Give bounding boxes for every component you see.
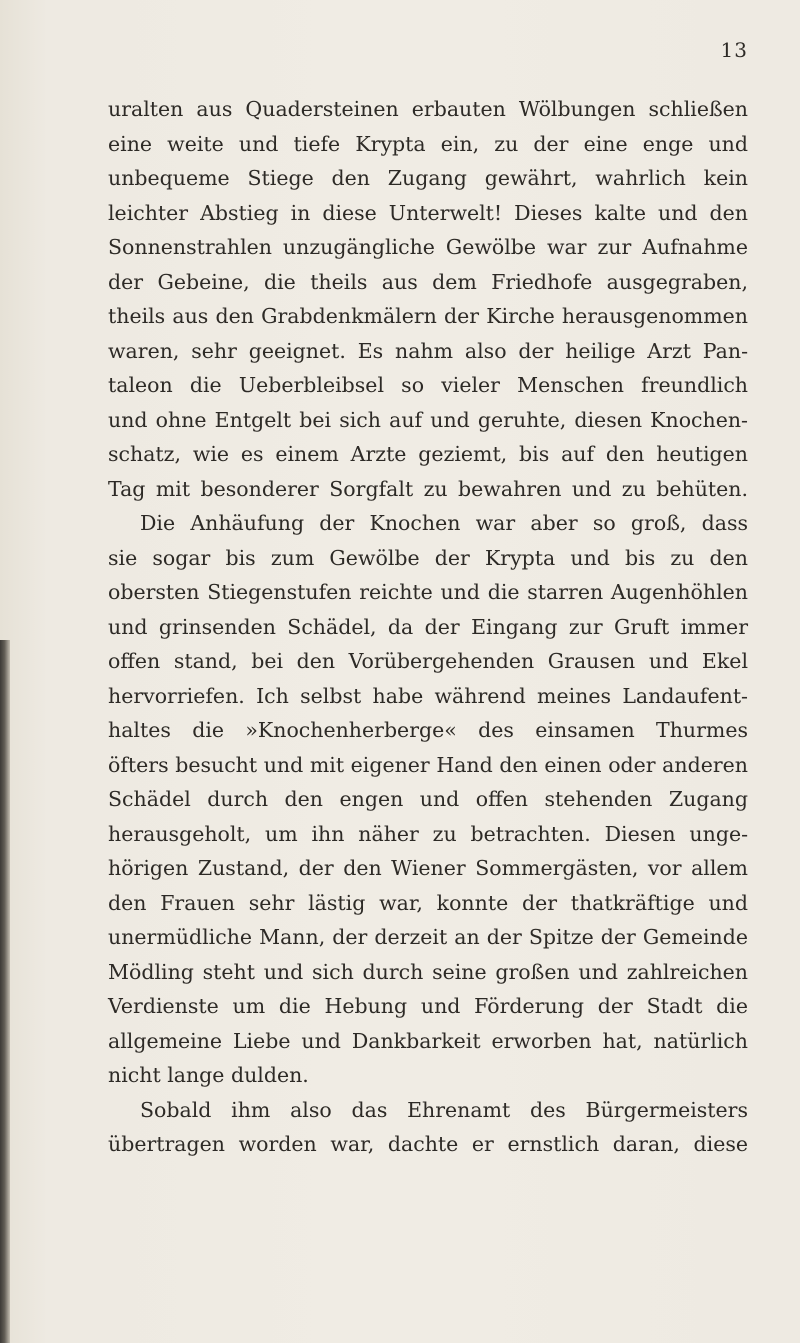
text-line: schatz, wie es einem Arzte geziemt, bis auf den heutigen — [108, 442, 748, 466]
text-line: waren, sehr geeignet. Es nahm also der heilige Arzt Pan- — [108, 338, 748, 363]
text-line: eine weite und tiefe Krypta ein, zu der eine enge und — [108, 131, 748, 156]
text-line: den Frauen sehr lästig war, konnte der thatkräftige und — [108, 890, 748, 915]
text-line: herausgeholt, um ihn näher zu betrachten. Diesen unge- — [108, 821, 748, 846]
text-line: theils aus den Grabdenkmälern der Kirche herausgenommen — [108, 304, 748, 328]
text-line: öfters besucht und mit eigener Hand den einen oder anderen — [108, 752, 748, 777]
text-line: nicht lange dulden. — [108, 1063, 309, 1087]
text-line: obersten Stiegenstufen reichte und die starren Augenhöhlen — [108, 580, 748, 604]
text-line: Sobald ihm also das Ehrenamt des Bürgermeisters — [140, 1097, 748, 1122]
text-line: übertragen worden war, dachte er ernstlich daran, diese — [108, 1132, 748, 1156]
text-line: Tag mit besonderer Sorgfalt zu bewahren und zu behüten. — [108, 476, 748, 501]
text-line: Schädel durch den engen und offen stehenden Zugang — [108, 787, 748, 811]
text-line: leichter Abstieg in diese Unterwelt! Dieses kalte und den — [108, 200, 748, 225]
text-line: Sonnenstrahlen unzugängliche Gewölbe war zur Aufnahme — [108, 235, 748, 259]
text-line: hörigen Zustand, der den Wiener Sommergästen, vor allem — [108, 856, 748, 880]
text-line: und grinsenden Schädel, da der Eingang zur Gruft immer — [108, 614, 748, 639]
text-line: sie sogar bis zum Gewölbe der Krypta und bis zu den — [108, 545, 748, 570]
text-line: unermüdliche Mann, der derzeit an der Spitze der Gemeinde — [108, 925, 748, 949]
text-line: offen stand, bei den Vorübergehenden Grausen und Ekel — [108, 649, 748, 673]
body-text — [108, 92, 748, 1162]
text-line: Die Anhäufung der Knochen war aber so groß, dass — [140, 511, 748, 535]
text-line: allgemeine Liebe und Dankbarkeit erworben hat, natürlich — [108, 1028, 748, 1053]
page-number: 13 — [720, 38, 748, 62]
text-line: hervorriefen. Ich selbst habe während meines Landaufent- — [108, 683, 748, 708]
text-line: Mödling steht und sich durch seine großen und zahlreichen — [108, 959, 748, 984]
text-line: unbequeme Stiege den Zugang gewährt, wahrlich kein — [108, 166, 748, 190]
text-line: und ohne Entgelt bei sich auf und geruhte, diesen Knochen- — [108, 407, 748, 432]
text-line: taleon die Ueberbleibsel so vieler Menschen freundlich — [108, 373, 748, 397]
text-line: uralten aus Quadersteinen erbauten Wölbungen schließen — [108, 97, 748, 121]
text-line: Verdienste um die Hebung und Förderung der Stadt die — [108, 994, 748, 1018]
text-line: haltes die »Knochenherberge« des einsamen Thurmes — [108, 718, 748, 742]
binding-shadow — [0, 640, 10, 1343]
text-line: der Gebeine, die theils aus dem Friedhofe ausgegraben, — [108, 269, 748, 294]
